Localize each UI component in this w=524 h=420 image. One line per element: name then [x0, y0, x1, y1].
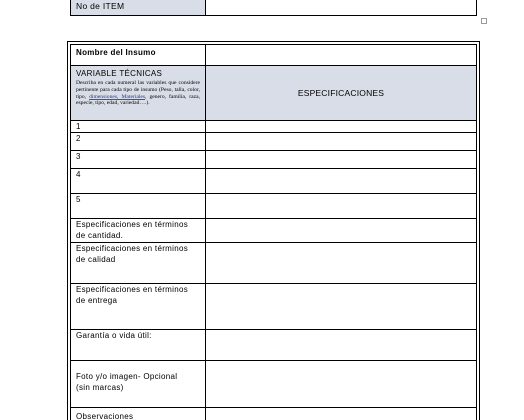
variables-title: VARIABLE TÉCNICAS — [76, 69, 163, 78]
variable-spec-cell-1[interactable] — [206, 121, 477, 133]
variables-header-row — [71, 66, 477, 121]
calidad-value-cell[interactable] — [206, 243, 477, 284]
insumo-value-cell[interactable] — [206, 45, 477, 66]
variable-number-2: 2 — [71, 133, 206, 151]
specifications-header: ESPECIFICACIONES — [206, 66, 477, 121]
observaciones-label: Observaciones — [71, 408, 206, 420]
variable-row-2 — [71, 133, 477, 151]
foto-label-line2: (sin marcas) — [76, 383, 124, 392]
variable-spec-cell-3[interactable] — [206, 151, 477, 169]
variable-row-4 — [71, 169, 477, 194]
cantidad-value-cell[interactable] — [206, 219, 477, 243]
item-table — [70, 0, 477, 16]
entrega-value-cell[interactable] — [206, 284, 477, 330]
observaciones-value-cell[interactable] — [206, 408, 477, 420]
garantia-row — [71, 330, 477, 361]
variable-number-1: 1 — [71, 121, 206, 133]
variables-header-cell — [71, 66, 206, 121]
variables-desc-part2: , genero, familia, raza, especie, tipo, edad, variedad….). — [76, 93, 200, 107]
variable-row-1 — [71, 121, 477, 133]
variable-number-3: 3 — [71, 151, 206, 169]
insumo-label: Nombre del Insumo — [71, 45, 206, 66]
item-value-cell[interactable] — [206, 0, 477, 16]
cantidad-label: Especificaciones en términos de cantidad. — [71, 219, 206, 243]
foto-label — [71, 361, 206, 408]
cantidad-row — [71, 219, 477, 243]
variable-number-4: 4 — [71, 169, 206, 194]
variables-desc-part1: Describa en cada numeral las variables que considere pertinente para cada tipo de insumo (Peso, talla, color, tipo, — [76, 80, 200, 100]
spec-table — [70, 44, 477, 420]
entrega-label: Especificaciones en términos de entrega — [71, 284, 206, 330]
variable-spec-cell-4[interactable] — [206, 169, 477, 194]
variable-row-5 — [71, 194, 477, 219]
variable-spec-cell-5[interactable] — [206, 194, 477, 219]
item-row — [71, 0, 477, 16]
variable-spec-cell-2[interactable] — [206, 133, 477, 151]
insumo-row — [71, 45, 477, 66]
entrega-row — [71, 284, 477, 330]
garantia-value-cell[interactable] — [206, 330, 477, 361]
foto-label-line1: Foto y/o imagen- Opcional — [76, 372, 178, 381]
item-label: No de ITEM — [71, 0, 206, 16]
calidad-row — [71, 243, 477, 284]
foto-value-cell[interactable] — [206, 361, 477, 408]
foto-row — [71, 361, 477, 408]
variables-description — [76, 79, 200, 107]
variables-desc-highlight: dimensiones, Materiales — [89, 93, 146, 100]
variable-row-3 — [71, 151, 477, 169]
variable-number-5: 5 — [71, 194, 206, 219]
observaciones-row — [71, 408, 477, 420]
calidad-label: Especificaciones en términos de calidad — [71, 243, 206, 284]
table-move-handle[interactable] — [481, 18, 487, 24]
garantia-label: Garantía o vida útil: — [71, 330, 206, 361]
